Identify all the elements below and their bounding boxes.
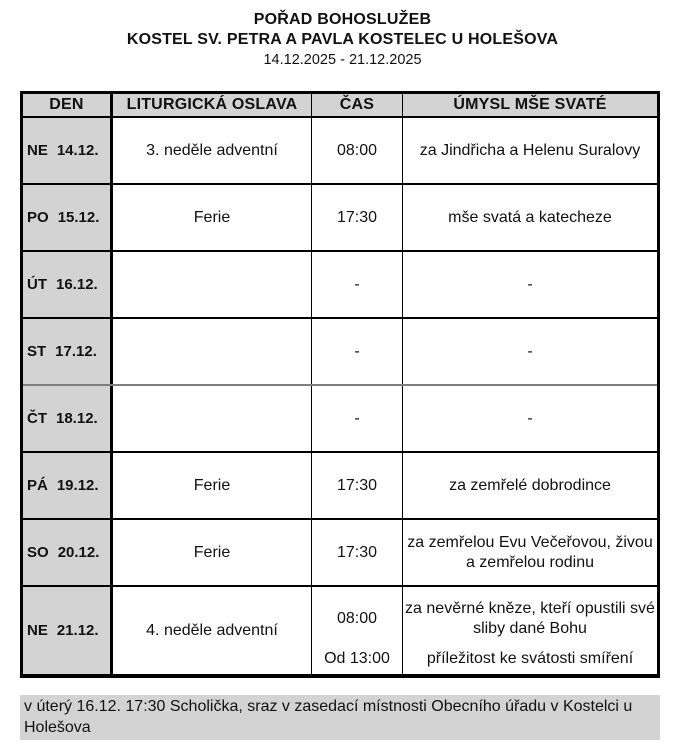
day-date: 18.12. <box>56 410 98 427</box>
time-cell <box>312 386 403 451</box>
intention-text: za zemřelé dobrodince <box>449 476 611 494</box>
day-cell <box>23 319 113 384</box>
intention-cell <box>403 319 657 384</box>
schedule-table <box>20 91 660 678</box>
column-header-den: DEN <box>23 94 113 116</box>
time-cell <box>312 453 403 518</box>
footer-note: v úterý 16.12. 17:30 Scholička, sraz v zasedací místnosti Obecního úřadu v Kostelci u Holešova <box>20 695 660 740</box>
celebration-cell <box>113 252 312 317</box>
day-date: 14.12. <box>56 142 99 159</box>
time-cell <box>312 520 403 585</box>
time-value: - <box>354 409 360 427</box>
day-cell <box>23 118 113 183</box>
day-abbreviation: ST <box>27 343 47 360</box>
time-cell <box>312 252 403 317</box>
day-cell <box>23 386 113 451</box>
intention-cell <box>403 453 657 518</box>
celebration-cell: Ferie <box>113 520 312 585</box>
column-header-umysl: ÚMYSL MŠE SVATÉ <box>403 94 657 116</box>
time-value: - <box>354 275 360 293</box>
day-cell <box>23 252 113 317</box>
page-subtitle: KOSTEL SV. PETRA A PAVLA KOSTELEC U HOLEŠOVA <box>126 31 559 48</box>
intention-text: - <box>527 275 533 293</box>
intention-text: za zemřelou Evu Večeřovou, živou a zemřelou rodinu <box>407 533 653 571</box>
table-header-row <box>23 94 657 116</box>
time-value: 17:30 <box>336 543 378 561</box>
day-abbreviation: PÁ <box>27 477 48 494</box>
celebration-cell: 3. neděle adventní <box>113 118 312 183</box>
time-cell <box>312 185 403 250</box>
time-value: - <box>354 342 360 360</box>
day-cell <box>23 185 113 250</box>
day-date: 17.12. <box>55 343 97 360</box>
column-header-cas: ČAS <box>312 94 403 116</box>
intention-cell <box>403 118 657 183</box>
time-value: 08:00 <box>336 610 378 627</box>
table-row <box>23 250 657 317</box>
table-row <box>23 451 657 518</box>
celebration-cell: Ferie <box>113 185 312 250</box>
day-abbreviation: PO <box>27 209 49 226</box>
day-abbreviation: NE <box>27 622 48 639</box>
time-value-secondary: Od 13:00 <box>324 650 390 667</box>
time-value: 17:30 <box>336 476 378 494</box>
intention-text-secondary: příležitost ke svátosti smíření <box>426 650 634 667</box>
day-abbreviation: ČT <box>27 410 47 427</box>
table-row <box>23 116 657 183</box>
intention-cell <box>403 587 657 674</box>
celebration-cell <box>113 319 312 384</box>
table-row <box>23 585 657 674</box>
intention-text: - <box>527 409 533 427</box>
day-date: 21.12. <box>56 622 99 639</box>
time-cell <box>312 587 403 674</box>
table-row <box>23 317 657 384</box>
date-range: 14.12.2025 - 21.12.2025 <box>263 52 422 68</box>
title-block <box>0 0 685 70</box>
celebration-cell <box>113 386 312 451</box>
day-cell <box>23 453 113 518</box>
time-cell <box>312 118 403 183</box>
intention-text: za nevěrné kněze, kteří opustili své sliby dané Bohu <box>405 600 655 637</box>
day-cell <box>23 587 113 674</box>
intention-cell <box>403 520 657 585</box>
time-value: 17:30 <box>336 208 378 226</box>
day-date: 15.12. <box>57 209 100 226</box>
intention-cell <box>403 252 657 317</box>
day-abbreviation: SO <box>27 544 49 561</box>
intention-cell <box>403 386 657 451</box>
intention-text: mše svatá a katecheze <box>448 208 612 226</box>
day-abbreviation: NE <box>27 142 48 159</box>
day-date: 16.12. <box>56 276 98 293</box>
table-row <box>23 518 657 585</box>
intention-text: za Jindřicha a Helenu Suralovy <box>419 141 641 159</box>
day-date: 19.12. <box>56 477 99 494</box>
celebration-cell: 4. neděle adventní <box>113 587 312 674</box>
time-cell <box>312 319 403 384</box>
table-body <box>23 116 657 674</box>
day-date: 20.12. <box>57 544 100 561</box>
page-title: POŘAD BOHOSLUŽEB <box>253 11 432 28</box>
column-header-liturgicka-oslava: LITURGICKÁ OSLAVA <box>113 94 312 116</box>
intention-text: - <box>527 342 533 360</box>
day-cell <box>23 520 113 585</box>
table-row <box>23 384 657 451</box>
celebration-cell: Ferie <box>113 453 312 518</box>
time-value: 08:00 <box>336 141 378 159</box>
intention-cell <box>403 185 657 250</box>
day-abbreviation: ÚT <box>27 276 47 293</box>
table-row <box>23 183 657 250</box>
